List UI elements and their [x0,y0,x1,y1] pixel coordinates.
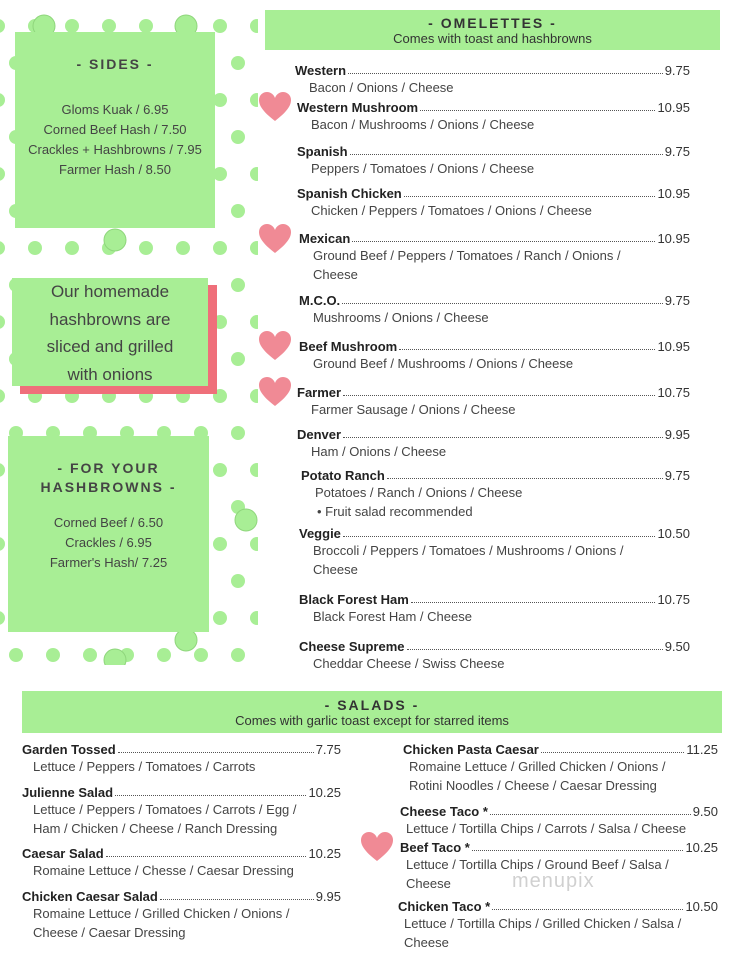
omelettes-banner [265,10,720,50]
polka-dot [0,315,5,329]
hashbrowns-box [8,436,209,632]
polka-dot [231,426,245,440]
polka-dot [213,611,227,625]
sides-item: Corned Beef Hash / 7.50 [43,122,187,137]
item-price: 9.95 [664,427,690,442]
menu-item [297,427,690,461]
sides-title: - SIDES - [76,56,154,72]
menu-item [403,742,718,795]
dot-leader [407,649,663,650]
large-dot [104,229,126,251]
menu-item [22,742,341,776]
item-description: Potatoes / Ranch / Onions / Cheese [315,485,523,500]
polka-dot [250,19,258,33]
menu-item [299,592,690,626]
polka-dot [231,574,245,588]
item-description: • Fruit salad recommended [317,504,473,519]
polka-dot [231,130,245,144]
item-name: M.C.O. [299,293,341,308]
dot-leader [160,899,314,900]
menu-item [301,468,690,521]
dot-leader [106,856,307,857]
polka-dot [231,56,245,70]
item-description: Mushrooms / Onions / Cheese [313,310,489,325]
item-description: Ground Beef / Peppers / Tomatoes / Ranch / Onions / [313,248,621,263]
polka-dot [250,537,258,551]
note-line: hashbrowns are [49,309,171,329]
item-name: Cheese Supreme [299,639,405,654]
polka-dot [0,19,5,33]
item-description: Cheese [313,562,358,577]
polka-dot [250,463,258,477]
polka-dot [213,241,227,255]
menu-item [295,63,690,97]
heart-icon [258,331,292,361]
polka-dot [213,463,227,477]
menu-item [22,889,341,942]
item-description: Bacon / Mushrooms / Onions / Cheese [311,117,535,132]
dot-leader [352,241,655,242]
item-name: Black Forest Ham [299,592,409,607]
menu-item [297,144,690,178]
polka-dot [0,611,5,625]
item-description: Broccoli / Peppers / Tomatoes / Mushrooms / Onions / [313,543,624,558]
item-description: Cheese / Caesar Dressing [33,925,186,940]
item-description: Lettuce / Peppers / Tomatoes / Carrots / Egg / [33,802,297,817]
item-description: Ground Beef / Mushrooms / Onions / Cheese [313,356,574,371]
polka-dot [250,315,258,329]
polka-dot [231,648,245,662]
polka-dot [250,93,258,107]
polka-dot [65,241,79,255]
polka-dot [250,167,258,181]
omelettes-subtitle: Comes with toast and hashbrowns [393,31,592,46]
item-name: Spanish Chicken [297,186,402,201]
polka-dot [231,204,245,218]
polka-dot [250,389,258,403]
polka-dot [213,537,227,551]
dot-leader [343,437,663,438]
item-description: Cheese [406,876,451,891]
item-description: Cheddar Cheese / Swiss Cheese [313,656,505,671]
menu-item [297,385,690,419]
item-description: Cheese [313,267,358,282]
item-description: Lettuce / Tortilla Chips / Ground Beef / Salsa / [406,857,669,872]
dot-leader [490,814,691,815]
note-line: Our homemade [50,282,170,301]
item-price: 9.50 [692,804,718,819]
polka-dot [0,389,5,403]
polka-dot [102,19,116,33]
item-price: 10.95 [657,186,690,201]
item-description: Lettuce / Tortilla Chips / Carrots / Salsa / Cheese [406,821,687,836]
note-line: with onions [67,364,153,384]
polka-dot [231,278,245,292]
menu-item [299,293,690,327]
polka-dot [28,241,42,255]
item-description: Romaine Lettuce / Grilled Chicken / Onions / [33,906,290,921]
item-name: Farmer [297,385,342,400]
item-description: Romaine Lettuce / Chesse / Caesar Dressing [33,863,294,878]
heart-icon [258,92,292,122]
item-description: Lettuce / Peppers / Tomatoes / Carrots [33,759,256,774]
item-price: 7.75 [315,742,341,757]
item-name: Chicken Pasta Caesar [403,742,539,757]
dot-leader [343,536,656,537]
item-price: 9.75 [664,63,690,78]
dot-leader [404,196,656,197]
polka-dot [46,648,60,662]
polka-dot [0,537,5,551]
item-name: Beef Taco * [400,840,470,855]
item-price: 10.25 [308,846,341,861]
item-name: Cheese Taco * [400,804,488,819]
hashbrowns-title-line2: HASHBROWNS - [40,479,177,495]
item-price: 10.75 [657,385,690,400]
item-description: Black Forest Ham / Cheese [313,609,472,624]
sides-item: Gloms Kuak / 6.95 [61,102,169,117]
item-description: Lettuce / Tortilla Chips / Grilled Chicken / Salsa / [404,916,682,931]
menu-item [22,846,341,880]
polka-dot [83,648,97,662]
polka-dot [65,19,79,33]
item-price: 9.95 [315,889,341,904]
item-price: 10.50 [657,526,690,541]
item-name: Potato Ranch [301,468,385,483]
hashbrowns-item: Corned Beef / 6.50 [53,515,164,530]
large-dot [235,509,257,531]
polka-dot [176,241,190,255]
menu-item [299,231,690,284]
item-price: 10.25 [308,785,341,800]
polka-dot [213,19,227,33]
item-name: Caesar Salad [22,846,104,861]
sides-item: Crackles + Hashbrowns / 7.95 [28,142,202,157]
dot-leader [399,349,655,350]
polka-dot [0,241,5,255]
item-name: Western [295,63,347,78]
item-description: Romaine Lettuce / Grilled Chicken / Onions / [409,759,666,774]
dot-leader [387,478,663,479]
dot-leader [472,850,684,851]
polka-dot [0,167,5,181]
salads-title: - SALADS - [324,697,420,713]
item-description: Bacon / Onions / Cheese [309,80,454,95]
item-name: Mexican [299,231,351,246]
heart-icon [360,832,394,862]
dot-leader [420,110,655,111]
hashbrowns-item: Crackles / 6.95 [65,535,152,550]
item-name: Chicken Caesar Salad [22,889,158,904]
item-name: Denver [297,427,342,442]
dot-leader [350,154,663,155]
polka-dot [0,463,5,477]
dot-leader [115,795,306,796]
item-price: 9.75 [664,468,690,483]
item-description: Chicken / Peppers / Tomatoes / Onions / Cheese [311,203,592,218]
item-price: 9.75 [664,144,690,159]
item-name: Spanish [297,144,348,159]
menu-item [22,785,341,838]
menu-item [400,804,718,838]
item-price: 10.95 [657,100,690,115]
menu-item [299,526,690,579]
polka-dot [231,352,245,366]
item-name: Beef Mushroom [299,339,398,354]
heart-icon [258,224,292,254]
item-price: 10.25 [685,840,718,855]
item-name: Western Mushroom [297,100,419,115]
polka-dot [9,648,23,662]
dot-leader [541,752,685,753]
item-price: 11.25 [686,742,718,757]
item-description: Rotini Noodles / Cheese / Caesar Dressing [409,778,657,793]
menu-item [398,899,718,952]
dot-leader [411,602,656,603]
item-price: 10.95 [657,339,690,354]
item-price: 9.75 [664,293,690,308]
salads-subtitle: Comes with garlic toast except for starred items [235,713,509,728]
dot-leader [343,395,655,396]
note-box [12,278,208,386]
omelettes-title: - OMELETTES - [428,15,557,31]
item-price: 9.50 [664,639,690,654]
watermark: menupix [512,870,595,892]
polka-dot [157,648,171,662]
item-description: Ham / Onions / Cheese [311,444,447,459]
dot-leader [492,909,683,910]
item-description: Cheese [404,935,449,950]
item-name: Veggie [299,526,341,541]
polka-dot [0,93,5,107]
sides-item: Farmer Hash / 8.50 [59,162,171,177]
dot-leader [342,303,663,304]
item-description: Peppers / Tomatoes / Onions / Cheese [311,161,535,176]
menu-item [297,100,690,134]
item-description: Farmer Sausage / Onions / Cheese [311,402,516,417]
item-name: Garden Tossed [22,742,116,757]
heart-icon [258,377,292,407]
polka-dot [213,93,227,107]
item-name: Chicken Taco * [398,899,491,914]
polka-dot [139,241,153,255]
sides-box [15,32,215,228]
menu-item [299,639,690,673]
salads-banner [22,691,722,733]
menu-item [299,339,690,373]
item-price: 10.95 [657,231,690,246]
polka-dot [250,241,258,255]
hashbrowns-title-line1: - FOR YOUR [57,460,160,476]
polka-dot [213,167,227,181]
polka-dot [250,611,258,625]
large-dot [175,629,197,651]
hashbrowns-item: Farmer's Hash/ 7.25 [49,555,168,570]
dot-leader [348,73,663,74]
dot-leader [118,752,314,753]
menu-item [297,186,690,220]
polka-dot [139,19,153,33]
note-line: sliced and grilled [46,337,174,356]
item-price: 10.50 [685,899,718,914]
item-price: 10.75 [657,592,690,607]
polka-dot [194,648,208,662]
item-description: Ham / Chicken / Cheese / Ranch Dressing [33,821,278,836]
item-name: Julienne Salad [22,785,114,800]
